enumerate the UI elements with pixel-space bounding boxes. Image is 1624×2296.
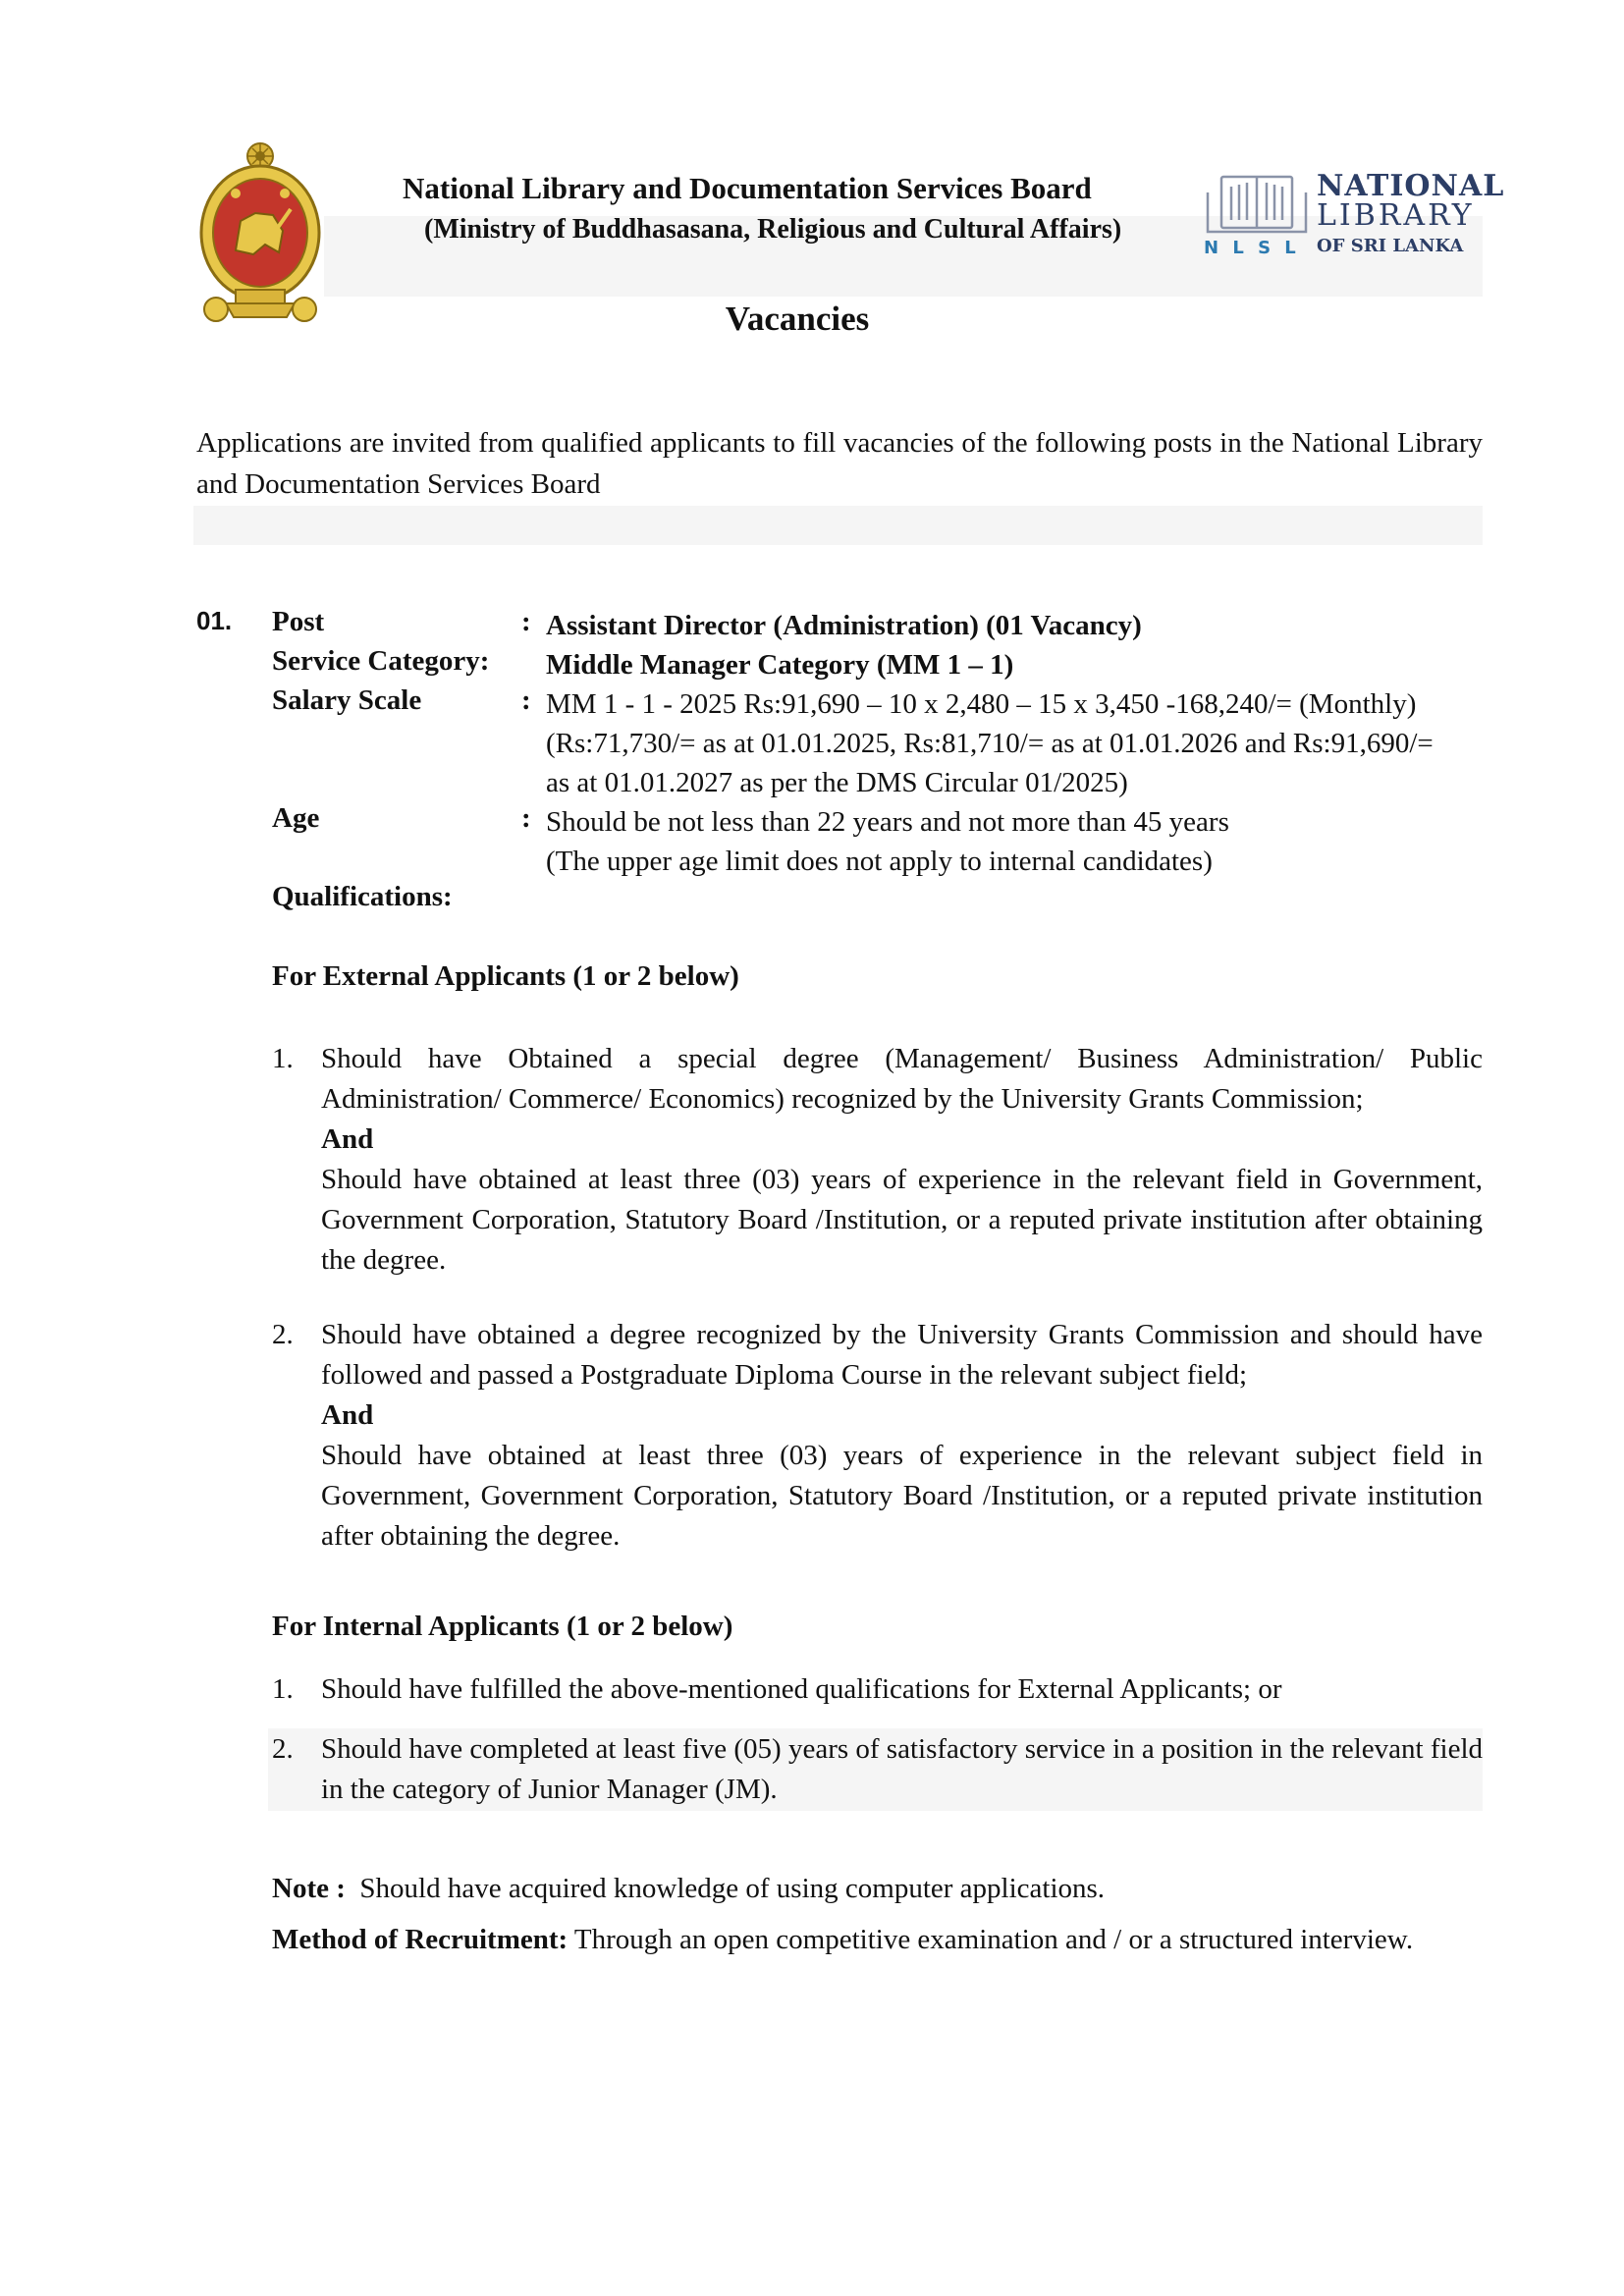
external-item-2 bbox=[272, 1315, 1483, 1557]
internal-item-1-num: 1. bbox=[272, 1673, 294, 1705]
ministry-name: (Ministry of Buddhasasana, Religious and Cultural Affairs) bbox=[424, 214, 1122, 245]
internal-item-2-text: Should have completed at least five (05) years of satisfactory service in a position in the relevant field in the category of Junior Manager (JM). bbox=[321, 1733, 1483, 1805]
intro-paragraph: Applications are invited from qualified applicants to fill vacancies of the following posts in the National Library and Documentation Services Board bbox=[196, 427, 1483, 500]
logo-line-national: NATIONAL bbox=[1317, 169, 1505, 203]
post-number: 01. bbox=[196, 606, 233, 635]
post-value-title: Assistant Director bbox=[546, 610, 767, 641]
external-heading: For External Applicants (1 or 2 below) bbox=[272, 960, 739, 992]
age-line-1: Should be not less than 22 years and not more than 45 years bbox=[546, 806, 1229, 838]
salary-label: Salary Scale bbox=[272, 684, 422, 716]
method-label: Method of Recruitment: bbox=[272, 1924, 568, 1955]
internal-item-2 bbox=[272, 1729, 1483, 1810]
post-label: Post bbox=[272, 606, 325, 637]
salary-line-1: MM 1 - 1 - 2025 Rs:91,690 – 10 x 2,480 – 15 x 3,450 -168,240/= (Monthly) bbox=[546, 688, 1417, 720]
external-item-2-num: 2. bbox=[272, 1319, 294, 1350]
org-name: National Library and Documentation Services Board bbox=[403, 171, 1092, 205]
method-text: Through an open competitive examination and / or a structured interview. bbox=[573, 1924, 1414, 1955]
external-item-2-and: And bbox=[321, 1399, 374, 1431]
note-line bbox=[272, 1869, 1483, 1909]
post-value-rest: (Administration) (01 Vacancy) bbox=[773, 610, 1142, 641]
age-line-2: (The upper age limit does not apply to internal candidates) bbox=[546, 846, 1213, 877]
service-value: Middle Manager Category (MM 1 – 1) bbox=[546, 649, 1014, 681]
external-item-1-part1: Should have Obtained a special degree (Management/ Business Administration/ Public Administration/ Commerce/ Economics) recognized by the University Grants Commission; bbox=[321, 1043, 1483, 1115]
logo-line-library: LIBRARY bbox=[1317, 198, 1475, 233]
internal-item-1 bbox=[272, 1669, 1483, 1710]
open-book-icon bbox=[1208, 177, 1306, 232]
salary-line-2: (Rs:71,730/= as at 01.01.2025, Rs:81,710/= as at 01.01.2026 and Rs:91,690/= bbox=[546, 728, 1434, 759]
logo-abbr: N L S L bbox=[1204, 238, 1300, 258]
service-label: Service Category: bbox=[272, 645, 490, 677]
external-item-2-part1: Should have obtained a degree recognized by the University Grants Commission and should have followed and passed a Postgraduate Diploma Course in the relevant subject field; bbox=[321, 1319, 1483, 1391]
external-item-2-part2: Should have obtained at least three (03) years of experience in the relevant subject field in Government, Government Corporation, Statutory Board /Institution, or a reputed private institution after obtaining the degree. bbox=[321, 1440, 1483, 1552]
external-item-1 bbox=[272, 1039, 1483, 1281]
logo-line-sri-lanka: OF SRI LANKA bbox=[1317, 236, 1464, 256]
note-text: Should have acquired knowledge of using computer applications. bbox=[359, 1873, 1106, 1904]
intro-shade bbox=[193, 506, 1483, 545]
age-label: Age bbox=[272, 802, 320, 834]
external-item-1-part2: Should have obtained at least three (03) years of experience in the relevant field in Government, Government Corporation, Statutory Board /Institution, or a reputed private institution after obtaining the degree. bbox=[321, 1164, 1483, 1276]
external-item-1-and: And bbox=[321, 1123, 374, 1155]
note-label: Note : bbox=[272, 1873, 346, 1904]
nlsl-logo bbox=[1204, 169, 1505, 263]
method-line bbox=[272, 1920, 1483, 1960]
post-colon: : bbox=[521, 606, 531, 637]
qualifications-label: Qualifications: bbox=[272, 881, 453, 912]
age-colon: : bbox=[521, 802, 531, 834]
internal-item-2-num: 2. bbox=[272, 1733, 294, 1765]
page-title: Vacancies bbox=[725, 300, 870, 338]
salary-colon: : bbox=[521, 684, 531, 716]
external-item-1-num: 1. bbox=[272, 1043, 294, 1074]
salary-line-3: as at 01.01.2027 as per the DMS Circular 01/2025) bbox=[546, 767, 1128, 798]
post-value bbox=[546, 606, 1142, 645]
internal-item-1-text: Should have fulfilled the above-mentioned qualifications for External Applicants; or bbox=[321, 1673, 1282, 1705]
internal-heading: For Internal Applicants (1 or 2 below) bbox=[272, 1611, 733, 1642]
